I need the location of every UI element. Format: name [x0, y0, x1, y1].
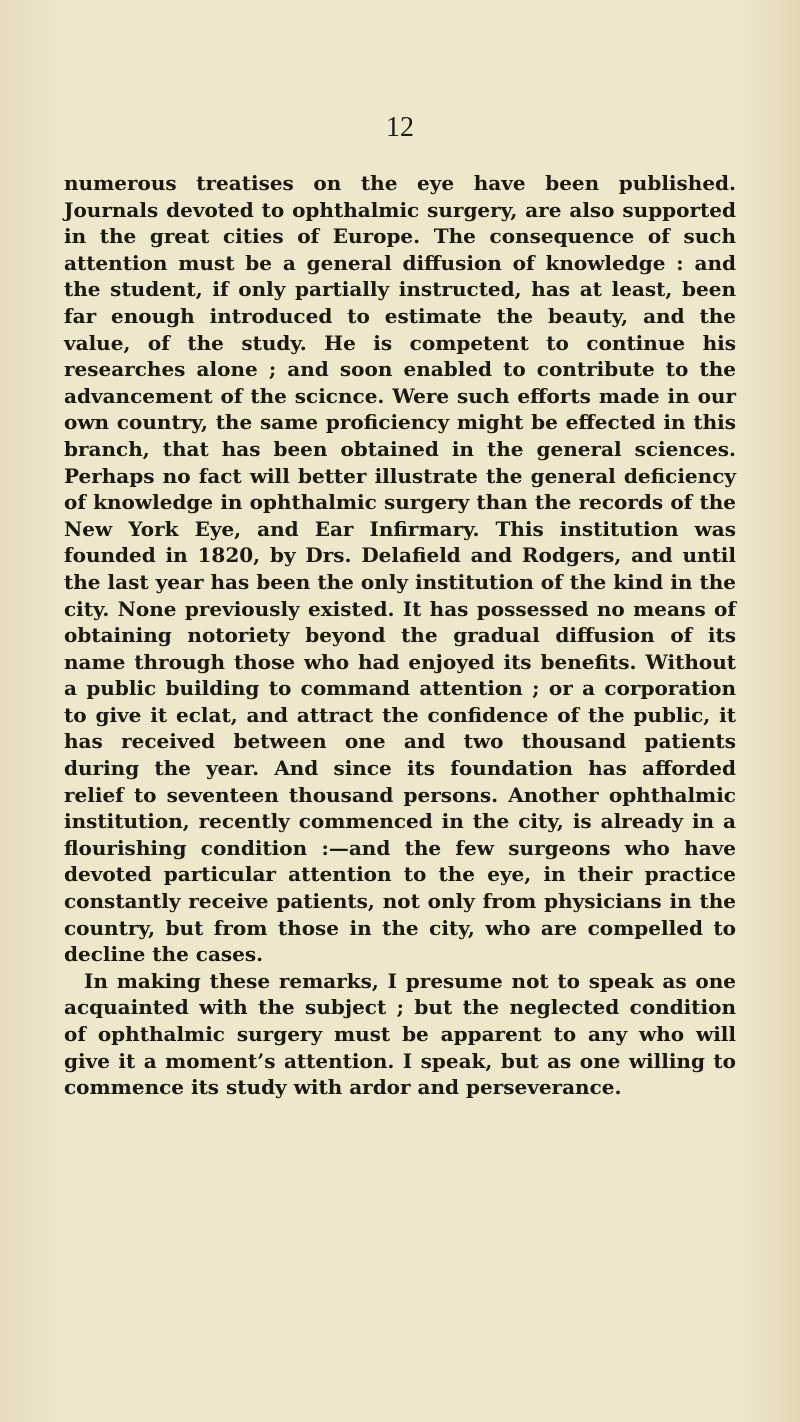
body-text [64, 170, 736, 1101]
paragraph-1: numerous treatises on the eye have been published. Journals devoted to ophthalmic surgery, are also supported in the great cities of Europe. The consequence of such attention must be a general diffusion of knowledge : and the student, if only partially instructed, has at least, been far enough introduced to estimate the beauty, and the value, of the study. He is competent to continue his researches alone ; and soon enabled to contribute to the advancement of the scicnce. Were such efforts made in our own country, the same proficiency might be effected in this branch, that has been obtained in the general sciences. Perhaps no fact will better illustrate the general deficiency of knowledge in ophthalmic surgery than the records of the New York Eye, and Ear Infirmary. This institution was founded in 1820, by Drs. Delafield and Rodgers, and until the last year has been the only institution of the kind in the city. None previously existed. It has possessed no means of obtaining notoriety beyond the gradual diffusion of its name through those who had enjoyed its benefits. Without a public building to command attention ; or a corporation to give it eclat, and attract the confidence of the public, it has received between one and two thousand patients during the year. And since its foundation has afforded relief to seventeen thousand persons. Another ophthalmic institution, recently commenced in the city, is already in a flourishing condition :—and the few surgeons who have devoted particular attention to the eye, in their practice constantly receive patients, not only from physicians in the country, but from those in the city, who are compelled to decline the cases. [64, 171, 736, 967]
page-number: 12 [386, 112, 414, 143]
paragraph-2: In making these remarks, I presume not to speak as one acquainted with the subject ; but the neglected condition of ophthalmic surgery must be apparent to any who will give it a moment’s attention. I speak, but as one willing to commence its study with ardor and perseverance. [64, 968, 736, 1100]
